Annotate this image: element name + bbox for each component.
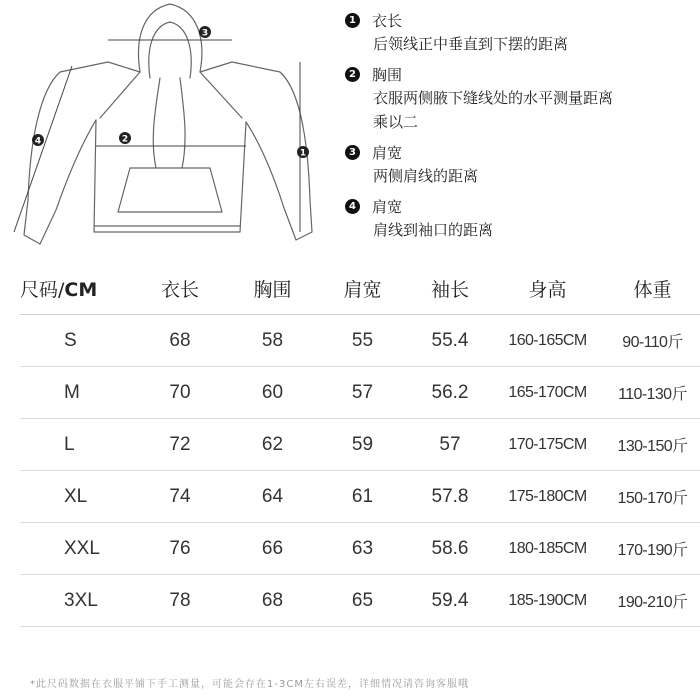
table-cell: 60 — [230, 367, 315, 419]
header-shoulder: 肩宽 — [315, 262, 410, 315]
table-cell: 57.8 — [410, 471, 490, 523]
legend-title: 衣长 — [372, 11, 403, 30]
table-cell: 130-150斤 — [605, 419, 700, 471]
legend-item-length — [345, 8, 695, 56]
number-3-icon: 3 — [345, 145, 360, 160]
legend-item-sleeve — [345, 194, 695, 242]
table-cell: 72 — [130, 419, 230, 471]
table-cell: 160-165CM — [490, 315, 605, 367]
header-length: 衣长 — [130, 262, 230, 315]
table-cell: 64 — [230, 471, 315, 523]
table-cell: 175-180CM — [490, 471, 605, 523]
hoodie-diagram — [0, 0, 330, 262]
table-cell: 59.4 — [410, 575, 490, 627]
table-cell: 68 — [130, 315, 230, 367]
table-cell: 57 — [410, 419, 490, 471]
svg-text:2: 2 — [121, 134, 129, 145]
table-cell: 76 — [130, 523, 230, 575]
table-cell: 68 — [230, 575, 315, 627]
header-weight: 体重 — [605, 262, 700, 315]
table-row — [20, 367, 700, 419]
table-row — [20, 315, 700, 367]
table-cell: 150-170斤 — [605, 471, 700, 523]
table-row — [20, 523, 700, 575]
table-cell: 55 — [315, 315, 410, 367]
table-row — [20, 575, 700, 627]
table-cell: 78 — [130, 575, 230, 627]
number-2-icon: 2 — [345, 67, 360, 82]
legend-desc: 肩线到袖口的距离 — [373, 221, 494, 239]
size-cell: M — [20, 367, 130, 419]
table-cell: 65 — [315, 575, 410, 627]
table-cell: 61 — [315, 471, 410, 523]
svg-text:4: 4 — [34, 136, 42, 147]
size-cell: L — [20, 419, 130, 471]
table-cell: 70 — [130, 367, 230, 419]
table-cell: 170-190斤 — [605, 523, 700, 575]
number-4-icon: 4 — [345, 199, 360, 214]
size-cell: 3XL — [20, 575, 130, 627]
legend-item-shoulder — [345, 140, 695, 188]
header-size: 尺码/CM — [20, 262, 130, 315]
table-cell: 66 — [230, 523, 315, 575]
svg-text:1: 1 — [299, 148, 307, 159]
table-cell: 58 — [230, 315, 315, 367]
legend-desc: 衣服两侧腋下缝线处的水平测量距离乘以二 — [373, 89, 614, 131]
table-header-row — [20, 262, 700, 315]
table-cell: 55.4 — [410, 315, 490, 367]
table-cell: 90-110斤 — [605, 315, 700, 367]
table-cell: 74 — [130, 471, 230, 523]
table-cell: 110-130斤 — [605, 367, 700, 419]
header-height: 身高 — [490, 262, 605, 315]
legend-item-chest — [345, 62, 695, 134]
table-cell: 56.2 — [410, 367, 490, 419]
measure-marker-2 — [119, 132, 131, 145]
legend-desc: 两侧肩线的距离 — [373, 167, 479, 185]
measure-marker-4 — [32, 134, 44, 147]
table-cell: 170-175CM — [490, 419, 605, 471]
header-sleeve: 袖长 — [410, 262, 490, 315]
number-1-icon: 1 — [345, 13, 360, 28]
legend-title: 肩宽 — [372, 197, 403, 216]
table-cell: 165-170CM — [490, 367, 605, 419]
size-table — [20, 262, 700, 627]
table-cell: 185-190CM — [490, 575, 605, 627]
svg-text:3: 3 — [201, 28, 209, 39]
table-cell: 190-210斤 — [605, 575, 700, 627]
size-cell: S — [20, 315, 130, 367]
size-cell: XL — [20, 471, 130, 523]
table-row — [20, 471, 700, 523]
footnote: *此尺码数据在衣服平铺下手工测量，可能会存在1-3CM左右误差，详细情况请咨询客服哦 — [30, 679, 469, 690]
header-chest: 胸围 — [230, 262, 315, 315]
table-cell: 58.6 — [410, 523, 490, 575]
table-cell: 59 — [315, 419, 410, 471]
legend-title: 肩宽 — [372, 143, 403, 162]
table-cell: 57 — [315, 367, 410, 419]
size-cell: XXL — [20, 523, 130, 575]
table-cell: 180-185CM — [490, 523, 605, 575]
legend-title: 胸围 — [372, 65, 403, 84]
table-row — [20, 419, 700, 471]
table-cell: 62 — [230, 419, 315, 471]
legend-desc: 后领线正中垂直到下摆的距离 — [373, 35, 569, 53]
measurement-legend — [345, 8, 695, 248]
table-cell: 63 — [315, 523, 410, 575]
